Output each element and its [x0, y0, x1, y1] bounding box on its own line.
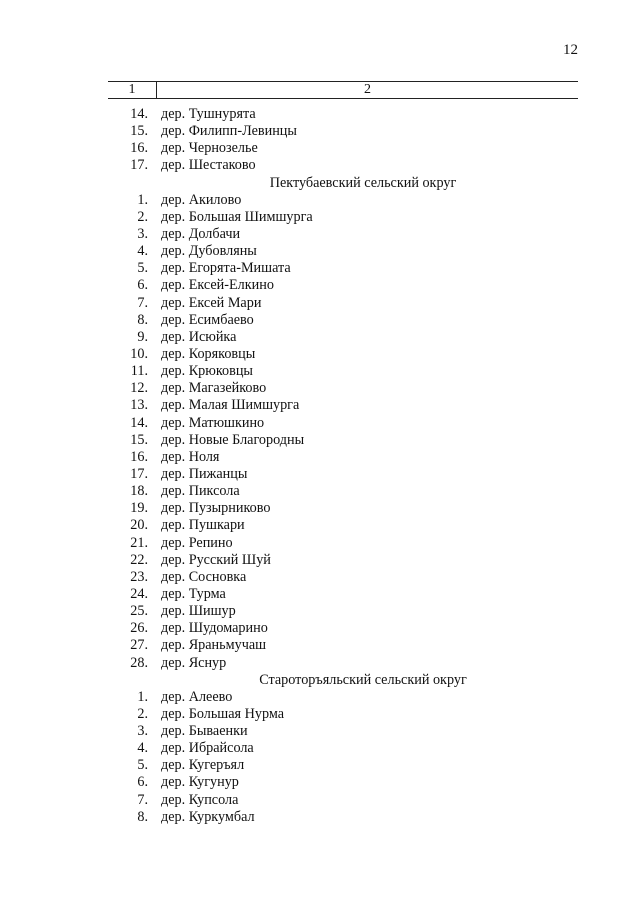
list-item-number: 23.: [130, 568, 148, 585]
list-item: [108, 123, 578, 140]
list-item-number: 4.: [137, 243, 148, 260]
page-number: 12: [563, 42, 578, 58]
list-item-number: 4.: [137, 740, 148, 757]
table-header: [108, 81, 578, 99]
list-item-name: дер. Русский Шуй: [161, 551, 271, 568]
list-item: [108, 517, 578, 534]
list-item-number: 15.: [130, 123, 148, 140]
list-item-number: 16.: [130, 448, 148, 465]
list-item: [108, 757, 578, 774]
list-item-name: дер. Коряковцы: [161, 345, 256, 362]
section-heading: Староторъяльский сельский округ: [259, 671, 467, 688]
list-item-number: 8.: [137, 808, 148, 825]
list-item: [108, 363, 578, 380]
list-item-number: 2.: [137, 208, 148, 225]
list-item-number: 6.: [137, 277, 148, 294]
list-item: [108, 243, 578, 260]
list-item: [108, 569, 578, 586]
list-item-name: дер. Филипп-Левинцы: [161, 123, 297, 140]
list-item-name: дер. Пижанцы: [161, 465, 248, 482]
list-item-number: 19.: [130, 500, 148, 517]
list-item: [108, 586, 578, 603]
list-item-number: 13.: [130, 397, 148, 414]
list-item-name: дер. Крюковцы: [161, 363, 253, 380]
list-item: [108, 380, 578, 397]
list-item: [108, 809, 578, 826]
list-item-name: дер. Акилово: [161, 191, 242, 208]
list-item-name: дер. Ибрайсола: [161, 740, 254, 757]
list-item-name: дер. Пушкари: [161, 517, 245, 534]
settlement-list: [108, 106, 578, 826]
list-item-name: дер. Кугеръял: [161, 757, 245, 774]
list-item-number: 14.: [130, 106, 148, 122]
list-item: [108, 774, 578, 791]
list-item: [108, 312, 578, 329]
list-item-number: 5.: [137, 757, 148, 774]
list-item-number: 27.: [130, 637, 148, 654]
list-item-name: дер. Магазейково: [161, 380, 267, 397]
list-item-number: 17.: [130, 157, 148, 174]
list-item-name: дер. Новые Благородны: [161, 431, 305, 448]
list-item: [108, 552, 578, 569]
list-item: [108, 689, 578, 706]
list-item-number: 2.: [137, 705, 148, 722]
section-heading: Пектубаевский сельский округ: [269, 174, 457, 191]
list-item-name: дер. Турма: [161, 585, 226, 602]
list-item-name: дер. Купсола: [161, 791, 239, 808]
list-item-number: 24.: [130, 585, 148, 602]
list-item-name: дер. Яраньмучаш: [161, 637, 267, 654]
list-item: [108, 295, 578, 312]
list-item-name: дер. Шудомарино: [161, 620, 268, 637]
list-item: [108, 209, 578, 226]
list-item-number: 5.: [137, 260, 148, 277]
list-item-name: дер. Репино: [161, 534, 233, 551]
list-item-name: дер. Бываенки: [161, 723, 248, 740]
list-item-number: 7.: [137, 294, 148, 311]
list-item: [108, 723, 578, 740]
list-item-name: дер. Чернозелье: [161, 140, 258, 157]
list-item-number: 3.: [137, 225, 148, 242]
list-item-name: дер. Ноля: [161, 448, 220, 465]
list-item: [108, 192, 578, 209]
list-item-name: дер. Яснур: [161, 654, 227, 671]
list-item-number: 17.: [130, 465, 148, 482]
list-item: [108, 277, 578, 294]
list-item-number: 11.: [130, 363, 148, 380]
list-item: [108, 740, 578, 757]
list-item-name: дер. Сосновка: [161, 568, 247, 585]
list-item-number: 26.: [130, 620, 148, 637]
list-item-name: дер. Малая Шимшурга: [161, 397, 300, 414]
list-item: [108, 157, 578, 174]
list-item-name: дер. Куркумбал: [161, 808, 255, 825]
list-item-number: 25.: [130, 603, 148, 620]
list-item-name: дер. Исюйка: [161, 328, 237, 345]
list-item: [108, 329, 578, 346]
list-item: [108, 346, 578, 363]
list-item-number: 18.: [130, 483, 148, 500]
list-item-name: дер. Алеево: [161, 688, 233, 705]
list-item-number: 8.: [137, 311, 148, 328]
list-item-number: 21.: [130, 534, 148, 551]
list-item-number: 12.: [130, 380, 148, 397]
list-item-name: дер. Долбачи: [161, 225, 241, 242]
list-item-number: 3.: [137, 723, 148, 740]
list-item-number: 9.: [137, 328, 148, 345]
list-item-number: 28.: [130, 654, 148, 671]
list-item: [108, 483, 578, 500]
list-item-name: дер. Шишур: [161, 603, 236, 620]
list-item-name: дер. Есимбаево: [161, 311, 254, 328]
list-item: [108, 466, 578, 483]
list-item-number: 14.: [130, 414, 148, 431]
list-item: [108, 260, 578, 277]
list-item-name: дер. Егорята-Мишата: [161, 260, 291, 277]
list-item-name: дер. Матюшкино: [161, 414, 265, 431]
list-item-name: дер. Большая Шимшурга: [161, 208, 313, 225]
list-item-number: 10.: [130, 345, 148, 362]
list-item-name: дер. Шестаково: [161, 157, 256, 174]
list-item: [108, 535, 578, 552]
list-item-name: дер. Ексей-Елкино: [161, 277, 274, 294]
list-item-number: 20.: [130, 517, 148, 534]
list-item-name: дер. Ексей Мари: [161, 294, 262, 311]
list-item: [108, 500, 578, 517]
list-item: [108, 226, 578, 243]
list-item: [108, 449, 578, 466]
list-item: [108, 603, 578, 620]
list-item: [108, 637, 578, 654]
list-item-name: дер. Пиксола: [161, 483, 240, 500]
table-header-col1: 1: [128, 82, 136, 97]
list-item-name: дер. Большая Нурма: [161, 705, 284, 722]
list-item-number: 15.: [130, 431, 148, 448]
list-item-number: 7.: [137, 791, 148, 808]
list-item-name: дер. Пузырниково: [161, 500, 271, 517]
list-item-name: дер. Дубовляны: [161, 243, 257, 260]
list-item: [108, 415, 578, 432]
table-header-col2: 2: [364, 82, 371, 97]
list-item-name: дер. Тушнурята: [161, 106, 256, 122]
list-item-number: 6.: [137, 774, 148, 791]
list-item-name: дер. Кугунур: [161, 774, 239, 791]
list-item: [108, 106, 578, 123]
list-item: [108, 397, 578, 414]
list-item: [108, 140, 578, 157]
list-item-number: 1.: [137, 688, 148, 705]
list-item: [108, 620, 578, 637]
list-item: [108, 706, 578, 723]
list-item: [108, 432, 578, 449]
list-item-number: 1.: [137, 191, 148, 208]
list-item-number: 22.: [130, 551, 148, 568]
list-item: [108, 792, 578, 809]
list-item: [108, 655, 578, 672]
list-item-number: 16.: [130, 140, 148, 157]
